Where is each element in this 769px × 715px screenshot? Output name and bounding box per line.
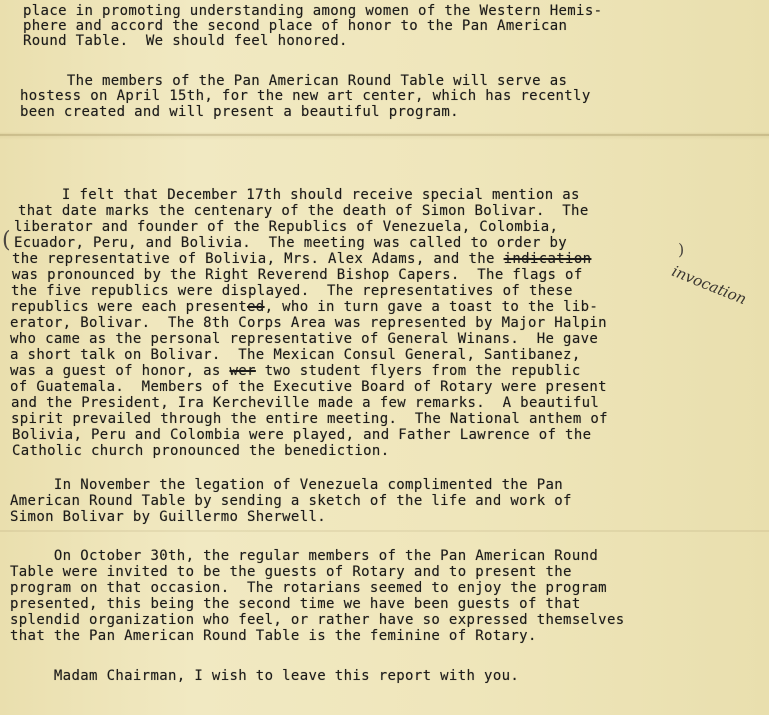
text-line: presented, this being the second time we have been guests of that	[10, 596, 581, 612]
handwritten-correction: invocation	[669, 262, 750, 309]
text-line: On October 30th, the regular members of the Pan American Round	[10, 548, 599, 564]
text-line: of Guatemala. Members of the Executive Board of Rotary were present	[10, 379, 607, 395]
text-line: Ecuador, Peru, and Bolivia. The meeting was called to order by	[14, 235, 568, 251]
text-line: hostess on April 15th, for the new art center, which has recently	[20, 88, 591, 104]
text-line: Round Table. We should feel honored.	[23, 33, 348, 49]
text-line: Simon Bolivar by Guillermo Sherwell.	[10, 509, 327, 525]
text-line: In November the legation of Venezuela complimented the Pan	[10, 477, 564, 493]
text-line: Catholic church pronounced the benediction.	[12, 443, 390, 459]
text-line: was pronounced by the Right Reverend Bishop Capers. The flags of	[12, 267, 583, 283]
text-line: and the President, Ira Kercheville made a few remarks. A beautiful	[11, 395, 600, 411]
text-line: the representative of Bolivia, Mrs. Alex Adams, and the indication	[12, 251, 592, 267]
fold-crease	[0, 134, 769, 136]
text-line: program on that occasion. The rotarians seemed to enjoy the program	[10, 580, 607, 596]
text-line: republics were each presented, who in turn gave a toast to the lib-	[10, 299, 599, 315]
text-line: Madam Chairman, I wish to leave this report with you.	[10, 668, 520, 684]
handwritten-parenthesis: (	[2, 228, 11, 253]
text-line: spirit prevailed through the entire meeting. The National anthem of	[11, 411, 608, 427]
text-line: the five republics were displayed. The representatives of these	[11, 283, 573, 299]
text-line: phere and accord the second place of honor to the Pan American	[23, 18, 568, 34]
text-line: who came as the personal representative of General Winans. He gave	[10, 331, 599, 347]
text-line: place in promoting understanding among women of the Western Hemis-	[23, 3, 603, 19]
struck-word: indication	[503, 251, 592, 267]
text-line: a short talk on Bolivar. The Mexican Consul General, Santibanez,	[10, 347, 581, 363]
text-line: Bolivia, Peru and Colombia were played, and Father Lawrence of the	[12, 427, 592, 443]
text-line: American Round Table by sending a sketch of the life and work of	[10, 493, 572, 509]
struck-letters: wer	[229, 363, 256, 379]
fold-crease	[0, 530, 769, 532]
handwritten-parenthesis: )	[678, 240, 685, 259]
text-line: I felt that December 17th should receive special mention as	[18, 187, 580, 203]
text-line: liberator and founder of the Republics of Venezuela, Colombia,	[14, 219, 559, 235]
text-line: was a guest of honor, as wer two student flyers from the republic	[10, 363, 581, 379]
text-line: that date marks the centenary of the death of Simon Bolivar. The	[18, 203, 589, 219]
text-line: splendid organization who feel, or rather have so expressed themselves	[10, 612, 625, 628]
text-line: The members of the Pan American Round Table will serve as	[23, 73, 568, 89]
struck-letters: ed	[247, 299, 265, 315]
text-line: Table were invited to be the guests of Rotary and to present the	[10, 564, 572, 580]
text-line: erator, Bolivar. The 8th Corps Area was represented by Major Halpin	[10, 315, 607, 331]
text-line: been created and will present a beautiful program.	[20, 104, 459, 120]
text-line: that the Pan American Round Table is the feminine of Rotary.	[10, 628, 537, 644]
